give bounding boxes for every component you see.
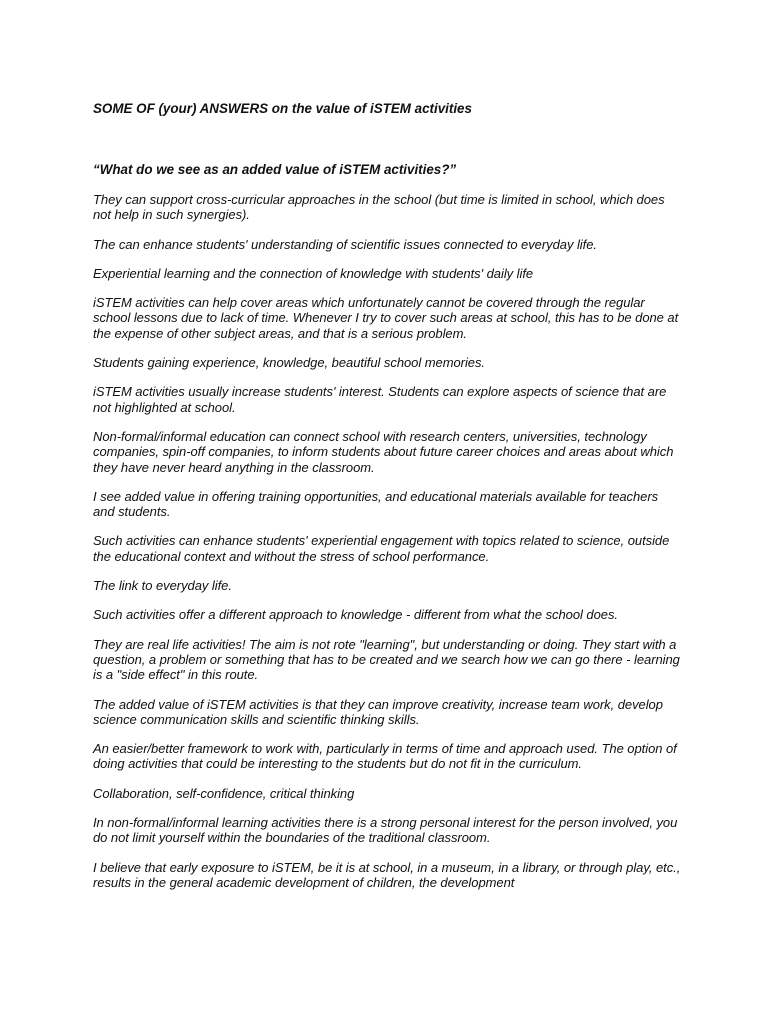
document-content <box>93 101 683 904</box>
answer-paragraph: They can support cross-curricular approaches in the school (but time is limited in school, which does not help in such synergies). <box>93 192 665 223</box>
answer-paragraph: The can enhance students' understanding of scientific issues connected to everyday life. <box>93 236 597 252</box>
answer-paragraph: I believe that early exposure to iSTEM, be it is at school, in a museum, in a library, or through play, etc., results in the general academic development of children, the development <box>93 859 681 890</box>
answer-paragraph: An easier/better framework to work with, particularly in terms of time and approach used. The option of doing activities that could be interesting to the students but do not fit in the curriculum. <box>93 741 677 772</box>
answer-paragraph: In non-formal/informal learning activities there is a strong personal interest for the person involved, you do not limit yourself within the boundaries of the traditional classroom. <box>93 815 678 846</box>
answer-paragraph: The link to everyday life. <box>93 578 232 594</box>
answer-paragraph: Collaboration, self-confidence, critical thinking <box>93 785 355 801</box>
answer-paragraph: Such activities can enhance students' experiential engagement with topics related to science, outside the educational context and without the stress of school performance. <box>93 533 670 564</box>
answer-paragraph: The added value of iSTEM activities is that they can improve creativity, increase team work, develop science communication skills and scientific thinking skills. <box>93 696 663 727</box>
answer-paragraph: iSTEM activities can help cover areas which unfortunately cannot be covered through the regular school lessons due to lack of time. Whenever I try to cover such areas at school, this has to be done at the expense of other subject areas, and that is a serious problem. <box>93 295 679 341</box>
question-heading: “What do we see as an added value of iSTEM activities?” <box>93 162 457 177</box>
answer-paragraph: Experiential learning and the connection of knowledge with students' daily life <box>93 265 534 281</box>
answer-paragraph: Students gaining experience, knowledge, beautiful school memories. <box>93 355 485 371</box>
answer-paragraph: They are real life activities! The aim is not rote "learning", but understanding or doing. They start with a question, a problem or something that has to be created and we search how we can go there - learning is a "side effect" in this route. <box>93 636 680 683</box>
document-title: SOME OF (your) ANSWERS on the value of iSTEM activities <box>93 101 472 116</box>
answer-paragraph: Such activities offer a different approach to knowledge - different from what the school does. <box>93 607 618 623</box>
answers-list <box>93 192 683 890</box>
answer-paragraph: I see added value in offering training opportunities, and educational materials available for teachers and students. <box>93 488 659 520</box>
answer-paragraph: iSTEM activities usually increase students' interest. Students can explore aspects of science that are not highlighted at school. <box>93 384 667 415</box>
answer-paragraph: Non-formal/informal education can connect school with research centers, universities, technology companies, spin-off companies, to inform students about future career choices and areas about which they have never heard anything in the classroom. <box>93 428 674 475</box>
